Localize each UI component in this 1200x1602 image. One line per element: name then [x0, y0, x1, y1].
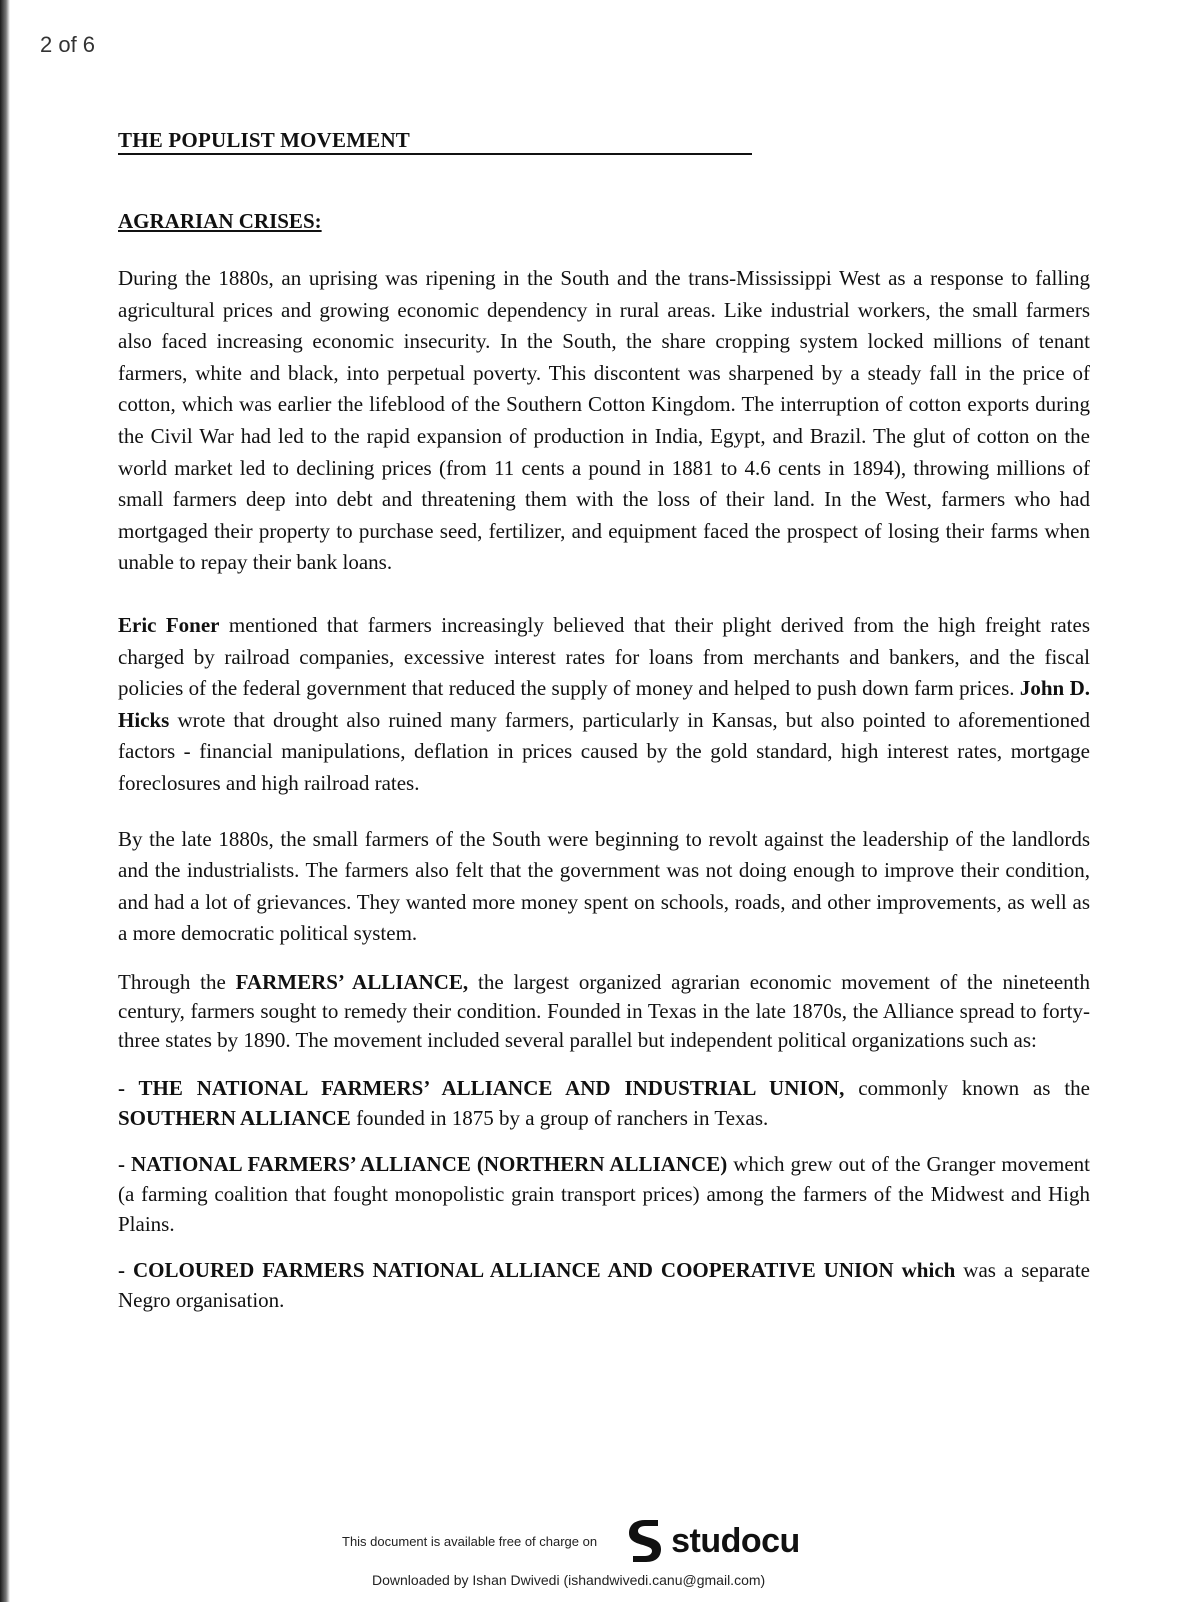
studocu-logo-icon [625, 1518, 665, 1564]
download-attribution: Downloaded by Ishan Dwivedi (ishandwivedi.canu@gmail.com) [372, 1572, 766, 1588]
page-left-edge-shadow [0, 0, 10, 1602]
paragraph-agrarian-crises: During the 1880s, an uprising was ripening in the South and the trans-Mississippi West as a response to falling agricultural prices and growing economic dependency in rural areas. Like industrial workers, the small farmers also faced increasing economic insecurity. In the South, the share cropping system locked millions of tenant farmers, white and black, into perpetual poverty. This discontent was sharpened by a steady fall in the price of cotton, which was earlier the lifeblood of the Southern Cotton Kingdom. The interruption of cotton exports during the Civil War had led to the rapid expansion of production in India, Egypt, and Brazil. The glut of cotton on the world market led to declining prices (from 11 cents a pound in 1881 to 4.6 cents in 1894), throwing millions of small farmers deep into debt and threatening them with the loss of their land. In the West, farmers who had mortgaged their property to purchase seed, fertilizer, and equipment faced the prospect of losing their farms when unable to repay their bank loans. [118, 266, 1090, 575]
bold-term: - NATIONAL FARMERS’ ALLIANCE (NORTHERN ALLIANCE) [118, 1151, 728, 1176]
author-name-hicks: John D. Hicks [118, 676, 1090, 732]
page-counter: 2 of 6 [40, 32, 96, 57]
document-body [118, 128, 1090, 1315]
list-item [118, 1255, 1090, 1315]
studocu-logo[interactable] [625, 1518, 800, 1564]
section-heading: AGRARIAN CRISES: [118, 209, 322, 233]
bold-term: FARMERS’ ALLIANCE, [235, 969, 469, 994]
paragraph-foner-hicks [118, 610, 1090, 800]
list-item [118, 1073, 1090, 1133]
paragraph-text: the largest organized agrarian economic movement of the nineteenth century, farmers sought to remedy their condition. Founded in Texas in the late 1870s, the Alliance spread to forty-three states by 1890. The movement included several parallel but independent political organizations such as: [118, 969, 1091, 1052]
list-item [118, 1149, 1090, 1239]
paragraph-text: Through the [118, 969, 236, 994]
bold-term: - THE NATIONAL FARMERS’ ALLIANCE AND INDUSTRIAL UNION, [118, 1075, 845, 1100]
paragraph-text: wrote that drought also ruined many farmers, particularly in Kansas, but also pointed to aforementioned factors - financial manipulations, deflation in prices caused by the gold standard, high interest rates, mortgage foreclosures and high railroad rates. [118, 707, 1090, 795]
paragraph-text: mentioned that farmers increasingly believed that their plight derived from the high freight rates charged by railroad companies, excessive interest rates for loans from merchants and bankers, and the fiscal policies of the federal government that reduced the supply of money and helped to push down farm prices. [118, 612, 1090, 701]
author-name-foner: Eric Foner [118, 612, 220, 637]
paragraph-late-1880s: By the late 1880s, the small farmers of the South were beginning to revolt against the leadership of the landlords and the industrialists. The farmers also felt that the government was not doing enough to improve their condition, and had a lot of grievances. They wanted more money spent on schools, roads, and other improvements, as well as a more democratic political system. [118, 826, 1090, 946]
bold-term: - COLOURED FARMERS NATIONAL ALLIANCE AND COOPERATIVE UNION which [118, 1257, 956, 1282]
bold-term: SOUTHERN ALLIANCE [118, 1105, 351, 1130]
availability-text: This document is available free of charge on [342, 1533, 598, 1549]
list-item-text: was a separate Negro organisation. [118, 1257, 1090, 1312]
paragraph-farmers-alliance [118, 968, 1090, 1055]
list-item-text: which grew out of the Granger movement (a farming coalition that fought monopolistic grain transport prices) among the farmers of the Midwest and High Plains. [118, 1151, 1090, 1236]
list-item-text: founded in 1875 by a group of ranchers in Texas. [350, 1105, 769, 1130]
document-title: THE POPULIST MOVEMENT [118, 128, 752, 155]
list-item-text: commonly known as the [844, 1075, 1091, 1100]
footer-availability [342, 1518, 800, 1564]
studocu-brand: studocu [671, 1521, 800, 1560]
